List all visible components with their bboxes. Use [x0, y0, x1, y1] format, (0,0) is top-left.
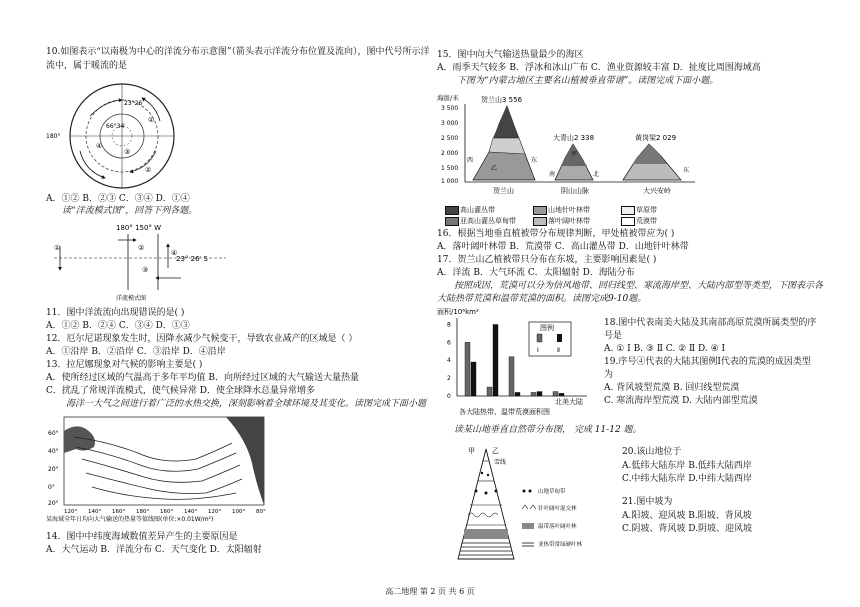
legend-swatch-3	[621, 206, 635, 215]
sea-lat-40: 40°	[48, 448, 59, 455]
mountain-name-3: 大兴安岭	[643, 187, 671, 195]
q20-stem: 20.该山地位于	[622, 447, 682, 457]
map-label-2: ②	[145, 166, 152, 174]
chart-y-tick: 0	[447, 393, 451, 400]
peak-2-label: 大青山2 338	[553, 134, 595, 142]
sea-heat-map	[46, 413, 276, 523]
model-lat-label: 23° 26′ S	[176, 255, 208, 263]
chart-xlabel: 北美大陆	[555, 398, 583, 406]
chart-bar-series-2	[493, 324, 498, 396]
chart-legend-label-1: Ⅰ	[537, 347, 539, 354]
y-tick-2000: 2 000	[441, 150, 459, 157]
q11-stem: 11．图中洋流流向出现错误的是( )	[46, 308, 185, 318]
q21-stem: 21.图中坡为	[622, 497, 673, 507]
q14-options: A．大气运动 B．洋流分布 C．天气变化 D．太阳辐射	[46, 545, 262, 555]
chart-y-tick: 6	[447, 339, 451, 347]
current-model-diagram	[46, 220, 256, 300]
map-label-1: ①	[148, 116, 155, 124]
model-label-3: ③	[142, 266, 149, 274]
mountain-vegetation-chart	[437, 92, 699, 204]
model-label-4: ④	[171, 249, 178, 257]
dir-east-label-1: 东	[531, 157, 538, 164]
q21-opt2: C.阴坡、背风坡 D.阴坡、迎风坡	[622, 524, 753, 534]
legend-swatch-6	[621, 217, 635, 226]
q12-stem: 12．厄尔尼诺现象发生时，因降水减少气候变干，导致农业减产的区域是（ ）	[46, 334, 358, 344]
mountain-name-2: 阴山山脉	[561, 187, 589, 195]
sea-lon-label: 180°	[136, 509, 150, 515]
peak-1-label: 贺兰山3 556	[481, 96, 523, 104]
dir-west-label: 西	[467, 157, 474, 164]
q16-options: A．落叶阔叶林带 B．荒漠带 C．高山灌丛带 D．山地针叶林带	[437, 242, 689, 252]
q13-opt2: C．扰乱了常规洋流模式，使气候异常 D．使全球降水总量异常增多	[46, 386, 315, 396]
slope-jia-label: 甲	[468, 447, 475, 455]
chart-bar-series-1	[531, 392, 536, 396]
q18-line1: 18.图中代表南美大陆及其南部高原荒漠所属类型的序	[604, 318, 817, 328]
q13-stem: 13．拉尼娜现象对气候的影响主要是( )	[46, 360, 203, 370]
chart-bar-series-2	[471, 362, 476, 396]
chart-legend-title: 图例	[540, 324, 554, 332]
y-tick-2500: 2 500	[441, 135, 459, 142]
model-intro: 读“洋流模式图”，回答下列各题。	[62, 206, 198, 216]
yi-label: 乙	[491, 165, 498, 172]
dir-east-label-2: 东	[683, 167, 690, 174]
legend-swatch-series-1	[537, 334, 542, 342]
legend-label-1: 高山灌丛带	[460, 206, 495, 214]
y-tick-3500: 3 500	[441, 105, 459, 112]
map-label-4: ④	[96, 142, 103, 150]
sea-lon-label: 160°	[112, 509, 126, 515]
sea-lat-20s: 20°	[48, 500, 59, 507]
sea-lon-label: 80°	[256, 509, 266, 515]
sea-lat-20n: 20°	[48, 466, 59, 473]
dir-north-label: 北	[593, 171, 600, 178]
legend-label-4: 亚高山灌丛草甸带	[460, 217, 516, 225]
chart-y-tick: 4	[447, 357, 451, 365]
polar-current-map	[46, 76, 180, 196]
slope-yi-label: 乙	[492, 447, 499, 455]
q16-stem: 16．根据当地垂直植被带分布规律判断，甲处植被带应为( )	[437, 229, 675, 239]
q19-opt2: C. 寒流海岸型荒漠 D. 大陆内部型荒漠	[604, 396, 758, 406]
legend-swatch-4	[445, 217, 459, 226]
legend-swatch-2	[533, 206, 547, 215]
sea-lat-0: 0°	[48, 484, 55, 491]
model-caption: 洋流模式图	[116, 295, 147, 302]
legend-label-5: 落叶阔叶林带	[548, 217, 590, 225]
legend-label-2: 山地针叶林带	[548, 206, 590, 214]
sea-lon-label: 140°	[184, 509, 198, 515]
chart-bar-series-1	[465, 342, 470, 396]
map-lat-label-2: 66°34′	[106, 123, 126, 130]
slope-legend-1: 山地草甸带	[538, 489, 566, 495]
chart-bar-series-1	[509, 357, 514, 396]
legend-swatch-1	[445, 206, 459, 215]
slope-legend-4: 亚热带常绿硬叶林	[538, 542, 583, 548]
q21-opt1: A.阳坡、迎风坡 B.阳坡、背风坡	[622, 511, 752, 521]
q10-stem-line2: 流中，属于暖流的是	[46, 61, 128, 71]
q20-opt2: C.中纬大陆东岸 D.中纬大陆西岸	[622, 474, 753, 484]
sea-lon-label: 160°	[160, 509, 174, 515]
q18-options: A. ① Ⅰ B. ③ Ⅱ C. ② Ⅱ D. ④ Ⅰ	[604, 344, 726, 354]
slope-intro: 读某山地垂直自然带分布图， 完成 11-12 题。	[454, 425, 642, 435]
chart-bar-series-2	[515, 392, 520, 396]
q19-line2: 为	[604, 370, 614, 380]
chart-ylabel: 面积/10⁶km²	[437, 308, 479, 316]
legend-label-3: 草原带	[636, 206, 657, 214]
model-label-1: ①	[54, 244, 61, 252]
chart-y-tick: 8	[447, 321, 451, 329]
desert-area-chart	[437, 308, 597, 418]
q19-line1: 19.序号④代表的大陆其图例Ⅰ代表的荒漠的成因类型	[604, 357, 811, 367]
map-lat-label-1: 23°26′	[124, 100, 144, 107]
q15-stem: 15．图中向大气输送热量最少的海区	[437, 50, 584, 60]
mountain-legend	[445, 206, 695, 228]
chart-bar-series-1	[487, 387, 492, 396]
mountain-intro: 下图为“内蒙古地区主要名山植被垂直带谱”。读图完成下面小题。	[457, 76, 719, 86]
model-label-2: ②	[138, 244, 145, 252]
q17-stem: 17．贺兰山乙植被带只分布在东坡，主要影响因素是( )	[437, 255, 657, 265]
dir-south-label: 南	[549, 171, 556, 178]
chart-legend-label-2: Ⅱ	[557, 347, 560, 354]
q15-options: A．雨季天气较多 B．浮冰和冰山广布 C．渔业资源较丰富 D．扯度比周围海域高	[437, 63, 761, 73]
peak-3-label: 黄岗梁2 029	[635, 134, 677, 142]
slope-legend-3: 温带落叶阔叶林	[538, 524, 577, 530]
q11-options: A．①② B．②④ C．③④ D．①③	[46, 321, 190, 331]
mountain-name-1: 贺兰山	[493, 187, 514, 195]
slope-snowline-label: 雪线	[494, 459, 507, 466]
sea-lon-label: 120°	[64, 509, 78, 515]
map-lon-label: 180°	[46, 133, 61, 140]
chart-bar-series-2	[537, 392, 542, 396]
sea-caption: 某海域全年日均向大气输送的热量等值线图(单位:×0.01W/m²)	[46, 516, 214, 523]
q17-options: A．洋流 B．大气环流 C．太阳辐射 D．海陆分布	[437, 268, 635, 278]
chart-y-tick: 2	[447, 375, 451, 383]
sea-lon-label: 120°	[208, 509, 222, 515]
legend-swatch-5	[533, 217, 547, 226]
mountain-y-title: 海拔/米	[437, 94, 459, 102]
q10-stem-line1: 10.如图表示“以南极为中心的洋流分布示意图”（箭头表示洋流分布位置及流向），图中代号所示洋	[46, 47, 430, 57]
sea-lat-60: 60°	[48, 430, 59, 437]
y-tick-3000: 3 000	[441, 120, 459, 127]
chart-bar-series-2	[559, 393, 564, 396]
q14-stem: 14．图中中纬度海域数值差异产生的主要原因是	[46, 532, 238, 542]
legend-swatch-series-2	[557, 334, 562, 342]
chart-title: 各大陆热带、温带荒漠面积图	[459, 408, 550, 416]
page-footer: 高二地理 第 2 页 共 6 页	[385, 587, 475, 596]
sea-lon-label: 100°	[232, 509, 246, 515]
sea-lon-label: 140°	[88, 509, 102, 515]
q12-options: A．①沿岸 B．②沿岸 C．③沿岸 D．④沿岸	[46, 347, 226, 357]
map-label-3: ③	[124, 148, 131, 156]
legend-label-6: 荒漠带	[636, 217, 657, 225]
q10-options: A．①② B．②③ C．③④ D．①④	[46, 194, 190, 204]
q13-opt1: A．使所经过区域的气温高于多年平均值 B．向所经过区域的大气输送大量热量	[46, 373, 359, 383]
desert-intro-line2: 大陆热带荒漠和温带荒漠的面积。读图完成9-10题。	[437, 294, 647, 304]
jia-label: 甲	[571, 151, 578, 158]
slope-legend-2: 针叶阔叶混交林	[538, 506, 577, 512]
y-tick-1000: 1 000	[441, 178, 459, 185]
desert-intro-line1: 按照成因，荒漠可以分为信风地带、回归线型、寒流海岸型、大陆内部型等类型，下图表示各	[454, 281, 824, 291]
chart-bar-series-1	[553, 392, 558, 396]
model-top-label: 180° 150° W	[116, 224, 162, 232]
q20-opt1: A.低纬大陆东岸 B.低纬大陆西岸	[622, 461, 752, 471]
q18-line2: 号是	[604, 331, 623, 341]
y-tick-1500: 1 500	[441, 165, 459, 172]
q19-opt1: A. 背风坡型荒漠 B. 回归线型荒漠	[604, 383, 740, 393]
slope-zone-diagram	[452, 443, 612, 563]
sea-intro: 海洋一大气之间进行着广泛的水热交换，深刻影响着全球环境及其变化。读图完成下面小题	[66, 399, 427, 409]
